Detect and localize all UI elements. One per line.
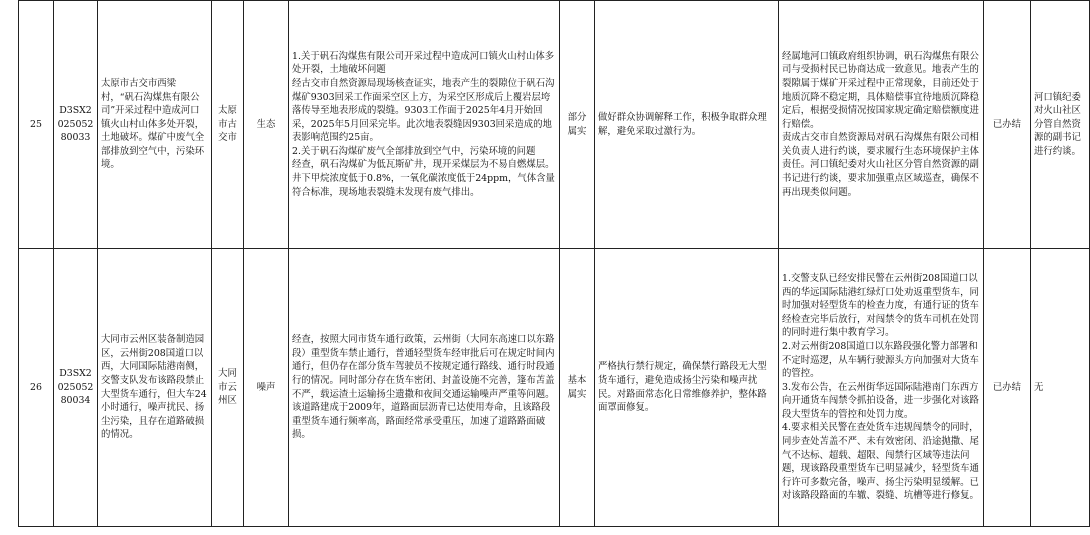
complaint-table [18, 0, 1090, 527]
accountability-cell: 无 [1031, 249, 1090, 527]
rectification-measures: 严格执行禁行规定，确保禁行路段无大型货车通行，避免造成扬尘污染和噪声扰民。对路面常态化日常维修养护，整体路面罩面修复。 [595, 249, 779, 527]
pollution-type: 噪声 [244, 249, 289, 527]
complaint-description: 太原市古交市西梁村，“矾石沟煤焦有限公司”开采过程中造成河口镇火山村山体多处开裂，土地破坏。煤矿中废气全部排放到空气中，污染环境。 [98, 1, 212, 249]
investigation-findings [289, 1, 560, 249]
status-cell: 已办结 [984, 249, 1031, 527]
finding-paragraph: 经古交市自然资源局现场核查证实，地表产生的裂隙位于矾石沟煤矿9303回采工作面采空区上方，为采空区形成后上覆岩层垮落传导至地表形成的裂缝。9303工作面于2025年4月开始回采，2025年5月回采完毕。此次地表裂缝因9303回采造成的地表影响范围约25亩。 [292, 77, 555, 144]
case-code: D3SX202505280034 [54, 249, 98, 527]
case-code: D3SX202505280033 [54, 1, 98, 249]
handling-results [779, 249, 984, 527]
handling-results [779, 1, 984, 249]
administrative-area: 大同市云州区 [212, 249, 244, 527]
row-number: 25 [19, 1, 54, 249]
verification-attribute: 基本属实 [560, 249, 595, 527]
finding-paragraph: 2.关于矾石沟煤矿废气全部排放到空气中，污染环境的问题 [292, 145, 536, 157]
investigation-findings [289, 249, 560, 527]
result-paragraph: 2.对云州街208国道口以东路段强化警力部署和不定时巡逻，从车辆行驶源头方向加强对大货车的管控。 [782, 340, 979, 380]
finding-paragraph: 经查，矾石沟煤矿为低瓦斯矿井，现开采煤层为不易自燃煤层。井下甲烷浓度低于0.8%，一氧化碳浓度低于24ppm，气体含量符合标准，现场地表裂缝未发现有废气排出。 [292, 159, 555, 198]
pollution-type: 生态 [244, 1, 289, 249]
result-paragraph: 3.发布公告，在云州街华远国际陆港南门东西方向开通货车闯禁令抓拍设备，进一步强化对该路段大型货车的管控和处罚力度。 [782, 381, 979, 420]
row-number: 26 [19, 249, 54, 527]
status-cell: 已办结 [984, 1, 1031, 249]
verification-attribute: 部分属实 [560, 1, 595, 249]
result-paragraph: 责成古交市自然资源局对矾石沟煤焦有限公司相关负责人进行约谈，要求履行生态环境保护主体责任。河口镇纪委对火山社区分管自然资源的副书记进行约谈，要求加强重点区域巡查，确保不再出现类似问题。 [782, 132, 979, 198]
table-row [19, 249, 1090, 527]
administrative-area: 太原市古交市 [212, 1, 244, 249]
accountability-cell: 河口镇纪委对火山社区分管自然资源的副书记进行约谈。 [1031, 1, 1090, 249]
complaint-description: 大同市云州区装备制造园区，云州街208国道口以西，大同国际陆港南侧，交警支队发布该路段禁止大型货车通行，但大车24小时通行，噪声扰民、扬尘污染，且存在道路破损的情况。 [98, 249, 212, 527]
table-row [19, 1, 1090, 249]
result-paragraph: 1.交警支队已经安排民警在云州街208国道口以西的华远国际陆港红绿灯口处劝返重型货车，同时加强对轻型货车的检查力度，有通行证的货车经检查完毕后放行，对闯禁令的货车司机在处罚的同时进行集中教育学习。 [782, 272, 979, 339]
finding-paragraph: 经查，按照大同市货车通行政策，云州街（大同东高速口以东路段）重型货车禁止通行，普通轻型货车经审批后可在规定时间内通行，但仍存在部分货车驾驶员不按规定通行路线、通行时段通行的情况。同时部分存在货车密闭、封盖设施不完善，篷布苫盖不严，载运渣土运输扬尘遗撒和夜间交通运输噪声严重等问题。该道路建成于2009年，道路面层沥青已达使用寿命，且该路段重型货车通行频率高，路面经常承受重压，加速了道路路面破损。 [292, 334, 555, 441]
result-paragraph: 经属地河口镇政府组织协调，矾石沟煤焦有限公司与受损村民已协商达成一致意见。地表产生的裂隙属于煤矿开采过程中正常现象，目前还处于地质沉降不稳定期，具体赔偿事宜待地质沉降稳定后，根据受损情况按国家规定确定赔偿额度进行赔偿。 [782, 50, 979, 130]
finding-paragraph: 1.关于矾石沟煤焦有限公司开采过程中造成河口镇火山村山体多处开裂，土地破坏问题 [292, 50, 555, 76]
rectification-measures: 做好群众协调解释工作，积极争取群众理解，避免采取过激行为。 [595, 1, 779, 249]
result-paragraph: 4.要求相关民警在查处货车违规闯禁令的同时，同步查处苫盖不严、未有效密闭、沿途抛撒、尾气不达标、超载、超限、闯禁行区域等违法问题，现该路段重型货车已明显减少，轻型货车通行许可多数完备，噪声、扬尘污染明显缓解。已对该路段路面的车辙、裂缝、坑槽等进行修复。 [782, 422, 979, 502]
